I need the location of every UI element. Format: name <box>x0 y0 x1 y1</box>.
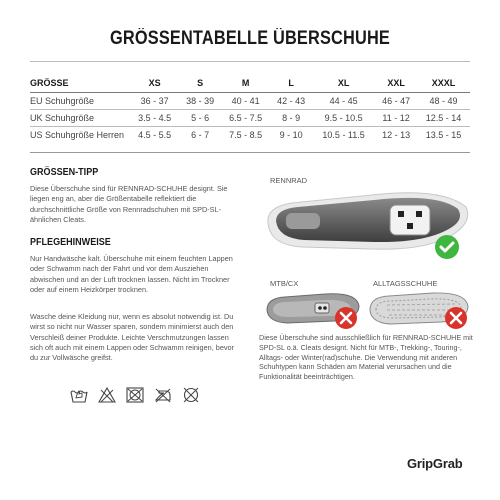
road-shoe-label: RENNRAD <box>270 176 308 185</box>
table-cell: US Schuhgröße Herren <box>30 129 125 140</box>
table-header-cell: S <box>179 74 221 92</box>
hand-wash-icon <box>70 387 88 403</box>
table-cell: 12.5 - 14 <box>417 109 470 126</box>
care-text-1: Nur Handwäsche kalt. Überschuhe mit einem feuchten Lappen oder Schwamm nach der Fahrt und vor dem Ausziehen abwischen und an der Luft trocknen lassen. Nicht im Trockner oder auf einem Heizkörper trocknen. <box>30 254 233 294</box>
care-heading: PFLEGEHINWEISE <box>30 236 111 248</box>
table-divider <box>30 152 470 153</box>
table-row <box>30 92 470 109</box>
no-tumble-dry-icon <box>126 387 144 403</box>
table-row <box>30 109 470 126</box>
table-header-row <box>30 74 470 92</box>
casual-shoe-label: ALLTAGSSCHUHE <box>373 279 438 288</box>
table-cell: 3.5 - 4.5 <box>130 109 179 126</box>
size-tip-heading: GRÖSSEN-TIPP <box>30 166 99 178</box>
table-cell: 9.5 - 10.5 <box>312 109 375 126</box>
table-cell: 44 - 45 <box>312 92 375 109</box>
table-cell: 46 - 47 <box>375 92 417 109</box>
table-cell: 48 - 49 <box>417 92 470 109</box>
table-row <box>30 126 470 143</box>
care-icons <box>70 387 200 403</box>
table-cell: 11 - 12 <box>375 109 417 126</box>
table-header-cell: M <box>221 74 270 92</box>
table-cell: 9 - 10 <box>279 129 303 140</box>
table-cell: 7.5 - 8.5 <box>229 129 263 140</box>
casual-not-allowed-icon <box>444 306 468 330</box>
table-cell: 6 - 7 <box>191 129 210 140</box>
table-cell: 12 - 13 <box>382 129 411 140</box>
table-header-cell: XXL <box>375 74 417 92</box>
mtb-not-allowed-icon <box>334 306 358 330</box>
table-cell: EU Schuhgröße <box>30 92 130 109</box>
table-cell: 4.5 - 5.5 <box>138 129 172 140</box>
care-text-2: Wasche deine Kleidung nur, wenn es absolut notwendig ist. Du wirst so nicht nur Wasser sparen, sondern minimierst auch den Verschleiß deiner Produkte. Leichte Verschmutzungen lassen sich oft auch mit einem Lappen oder Schwamm reinigen, bevor du zur Vollwäsche greifst. <box>30 312 235 363</box>
table-cell: UK Schuhgröße <box>30 109 130 126</box>
page-title: GRÖSSENTABELLE ÜBERSCHUHE <box>110 28 390 49</box>
no-bleach-icon <box>98 387 116 403</box>
ok-check-icon <box>434 234 460 260</box>
table-cell: 42 - 43 <box>270 92 312 109</box>
table-header-cell: XXXL <box>417 74 470 92</box>
table-header-cell: XL <box>312 74 375 92</box>
table-cell: 40 - 41 <box>221 92 270 109</box>
shoe-compatibility-caption: Diese Überschuhe sind ausschließlich für RENNRAD-SCHUHE mit SPD-SL o.ä. Cleats designt. Nicht für MTB-, Trekking-, Touring-, Alltags- oder Winter(rad)schuhe. Die Verwendung mit anderen Schuhtypen kann Schäden am Material verursachen und die Funktionalität beeinträchtigen. <box>259 333 473 382</box>
size-tip-text: Diese Überschuhe sind für RENNRAD-SCHUHE designt. Sie liegen eng an, aber die Größentabelle reflektiert die durchschnittliche Größe von Rennradschuhen mit SPD-SL-ähnlichen Cleats. <box>30 184 228 224</box>
table-cell: 6.5 - 7.5 <box>221 109 270 126</box>
size-table <box>30 74 470 143</box>
table-cell: 36 - 37 <box>130 92 179 109</box>
table-cell: 8 - 9 <box>270 109 312 126</box>
table-header-cell: GRÖSSE <box>30 74 130 92</box>
brand-logo: GripGrab <box>407 456 463 471</box>
no-iron-icon <box>154 387 172 403</box>
table-cell: 38 - 39 <box>179 92 221 109</box>
table-cell: 13.5 - 15 <box>425 129 462 140</box>
mtb-shoe-label: MTB/CX <box>270 279 299 288</box>
table-cell: 10.5 - 11.5 <box>322 129 365 140</box>
table-header-cell: L <box>270 74 312 92</box>
table-header-cell: XS <box>130 74 179 92</box>
no-dry-clean-icon <box>182 387 200 403</box>
table-cell: 5 - 6 <box>179 109 221 126</box>
title-divider <box>30 61 470 62</box>
